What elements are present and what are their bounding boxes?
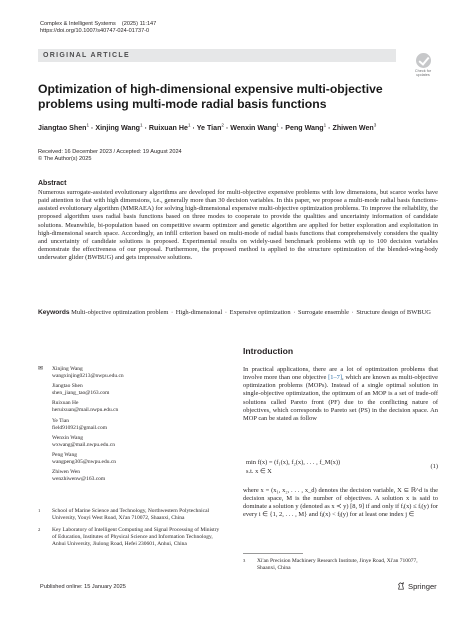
footnote-rule: [243, 553, 303, 554]
journal-volume: (2025) 11:147: [121, 21, 157, 27]
equation-number: (1): [430, 463, 438, 470]
contact-email[interactable]: heruixuan@mail.nwpu.edu.cn: [52, 407, 119, 414]
affiliation-number: 3: [243, 558, 246, 563]
author-affiliation-mark: 1: [86, 123, 90, 128]
author-name[interactable]: Ye Tian$^2$: [196, 123, 224, 133]
springer-horse-icon: [397, 582, 405, 590]
contact-name: Peng Wang: [52, 451, 77, 458]
affiliation-item: [38, 527, 223, 548]
author-affiliation-mark: 2: [221, 123, 224, 128]
author-separator: ·: [142, 124, 149, 133]
received-accepted-dates: Received: 16 December 2023 / Accepted: 19 August 2024: [38, 149, 182, 155]
keyword-separator: ·: [223, 309, 229, 316]
author-name[interactable]: Zhiwen Wen$^3$: [332, 123, 377, 133]
affiliation-text: Xi'an Precision Machinery Research Institute, Jinye Road, Xi'an 710077, Shaanxi, China: [257, 558, 418, 572]
check-label-line1: Check for: [414, 69, 432, 73]
citation-link[interactable]: [1–7]: [328, 374, 343, 382]
keyword-separator: ·: [291, 309, 297, 316]
keyword: Surrogate ensemble: [297, 309, 349, 316]
contact-name: Jiangtao Shen: [52, 383, 83, 390]
published-online-date: Published online: 15 January 2025: [40, 584, 126, 590]
intro-text: , which are known as multi-objective optimization problems (MOPs). Instead of a single optimal solution in single-objective optimization, the optimum of an MOP is a set of trade-off solutions called Pareto front (PF) due to the conflicting nature of objectives, which corresponds to Pareto set (PS) in the decision space. An MOP can be stated as follow: [243, 374, 439, 422]
intro-text: In practical applications, there are a lot of optimization problems that involve more than one objective: [243, 366, 438, 382]
author-affiliation-mark: 1: [140, 123, 143, 128]
keyword: Structure design of BWBUG: [356, 309, 431, 316]
article-type-band: [38, 49, 396, 62]
affiliation-item: [38, 508, 223, 522]
citation-link[interactable]: [8, 9]: [350, 503, 365, 511]
author-name[interactable]: Ruixuan He$^1$: [148, 123, 191, 133]
intro-text: if and only if fᵢ(x) ≤ fᵢ(y) for every i ∈ {1, 2, . . . , M} and fⱼ(x) < fⱼ(y) for at least one index j ∈: [243, 503, 439, 519]
author-name[interactable]: Wenxin Wang$^1$: [230, 123, 279, 133]
introduction-paragraph-2: [243, 487, 438, 520]
equation-line-1: min f(x) = (f₁(x), f₂(x), . . . , f_M(x)): [246, 459, 341, 466]
equation-1: [243, 458, 438, 476]
article-dates: [38, 149, 182, 164]
author-list: [38, 123, 458, 132]
keyword: Expensive optimization: [229, 309, 291, 316]
keyword-separator: ·: [349, 309, 356, 316]
contact-email[interactable]: wangpeng305@nwpu.edu.cn: [52, 459, 117, 466]
keyword-separator: ·: [169, 309, 175, 316]
keywords-label: Keywords: [38, 309, 70, 316]
contact-email[interactable]: wangxinjing0213@nwpu.edu.cn: [52, 373, 124, 380]
author-separator: ·: [223, 124, 231, 133]
corresponding-contacts: [38, 366, 223, 483]
equation-line-2: s.t. x ∈ X: [246, 468, 272, 475]
contact-name: Zhiwen Wen: [52, 469, 81, 476]
introduction-heading: Introduction: [243, 346, 294, 356]
keywords: [38, 309, 438, 317]
contact-email[interactable]: field910921@gmail.com: [52, 424, 108, 431]
affiliation-text: School of Marine Science and Technology, Northwestern Polytechnical University, Youyi West Road, Xi'an 710072, Shaanxi, China: [52, 508, 210, 522]
author-separator: ·: [190, 124, 197, 133]
contact-name: Xinjing Wang: [52, 366, 83, 372]
journal-name: Complex & Intelligent Systems: [40, 21, 116, 27]
check-label-line2: updates: [416, 73, 430, 78]
publisher-logo: [397, 582, 437, 591]
affiliations: [38, 508, 223, 553]
affiliation-text: Key Laboratory of Intelligent Computing and Signal Processing of Ministry of Education, Institutes of Physical Science and Information Technology, Anhui University, Jiulong Road, Hefei 230601, Anhui, China: [52, 527, 220, 548]
doi-link[interactable]: https://doi.org/10.1007/s40747-024-01737-0: [40, 28, 150, 35]
paper-title: Optimization of high-dimensional expensive multi-objective problems using multi-mode radial basis functions: [38, 82, 383, 111]
check-for-updates-badge[interactable]: [409, 53, 437, 78]
envelope-icon: ✉: [38, 366, 44, 372]
contact-list: [52, 366, 223, 483]
author-separator: ·: [278, 124, 286, 133]
keyword: Multi-objective optimization problem: [71, 309, 169, 316]
affiliation-number: 1: [38, 508, 41, 513]
copyright-notice: © The Author(s) 2025: [38, 156, 92, 163]
intro-text: where x = (x₁, x₂, . . . , x_d) denotes the decision variable, X ⊆ ℝ^d is the decision space, M is the number of objectives. A solution x is said to dominate a solution y (denoted as x ≺ y): [243, 487, 438, 511]
article-type-label: ORIGINAL ARTICLE: [43, 52, 130, 59]
abstract-heading: Abstract: [38, 180, 67, 187]
author-affiliation-mark: 1: [323, 123, 327, 128]
author-separator: ·: [326, 124, 333, 133]
author-name[interactable]: Peng Wang$^1$: [285, 123, 327, 133]
introduction-paragraph-1: [243, 366, 438, 423]
affiliation-footnote: [243, 553, 438, 572]
contact-name: Ruixuan He: [52, 400, 79, 407]
check-icon: [416, 53, 431, 68]
contact-name: Ye Tian: [52, 417, 70, 424]
contact-name: Wenxin Wang: [52, 434, 83, 441]
abstract-text: Numerous surrogate-assisted evolutionary algorithms are developed for multi-objective expensive problems with low dimensions, but scarce works have paid attention to that with high dimensions, i.e., generally more than 30 decision variables. In this paper, we propose a multi-mode radial basis functions-assisted evolutionary algorithm (MMRAEA) for solving high-dimensional expensive multi-objective optimization problems. To improve the reliability, the proposed algorithm uses radial basis functions based on three modes to cooperate to provide the qualities and uncertainty information of candidate solutions. Meanwhile, bi-population based on competitive swarm optimizer and genetic algorithm are applied for better exploration and exploitation in high-dimensional search space. Accordingly, an infill criterion based on multi-mode of radial basis functions that comprehensively considers the quality and uncertainty of candidate solutions is proposed. Experimental results on widely-used benchmark problems with up to 100 decision variables demonstrate the effectiveness of our proposal. Furthermore, the proposed method is applied to the structure optimization of the blended-wing-body underwater glider (BWBUG) and gets impressive solutions.: [38, 189, 438, 262]
author-name[interactable]: Jiangtao Shen$^1$: [38, 123, 90, 133]
author-name[interactable]: Xinjing Wang$^1$: [95, 123, 143, 133]
author-affiliation-mark: 1: [276, 123, 279, 128]
journal-header: [40, 21, 162, 36]
contact-email[interactable]: wenzhiwenw@163.com: [52, 476, 106, 483]
contact-email[interactable]: shen_jiang_tao@163.com: [52, 390, 110, 397]
contact-email[interactable]: wxwang@mail.nwpu.edu.cn: [52, 441, 115, 448]
affiliation-number: 2: [38, 527, 41, 533]
author-separator: ·: [89, 124, 96, 133]
author-affiliation-mark: 1: [187, 123, 191, 128]
keyword-list: [71, 309, 431, 316]
author-affiliation-mark: 3: [373, 123, 377, 128]
publisher-name: Springer: [408, 582, 437, 591]
keyword: High-dimensional: [175, 309, 223, 316]
